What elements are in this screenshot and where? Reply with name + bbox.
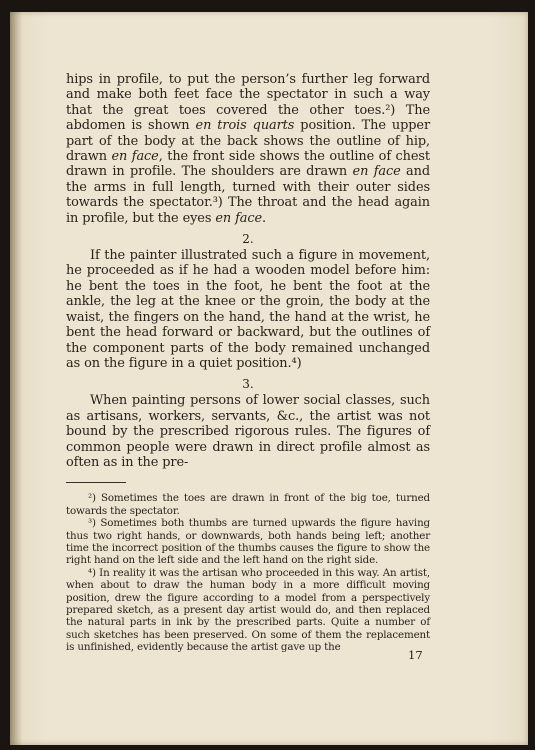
book-page [10, 12, 528, 745]
section-number-3: 3. [242, 377, 254, 392]
footnote-3: ³) Sometimes both thumbs are turned upwards the figure having thus two right hands, or downwards, both hands being left; another time the incorrect position of the thumbs causes the figure to show the right hand on the left side and the left hand on the right side. [66, 517, 430, 567]
page-number: 17 [408, 648, 423, 662]
section-number-2: 2. [242, 232, 254, 247]
footnote-4: ⁴) In reality it was the artisan who proceeded in this way. An artist, when about to draw the human body in a more difficult moving position, drew the figure according to a model from a perspectively prepared sketch, as a present day artist would do, and then replaced the natural parts in ink by the prescribed parts. Quite a number of such sketches has been preserved. On some of them the replacement is unfinished, evidently because the artist gave up the [66, 566, 430, 654]
footnote-2: ²) Sometimes the toes are drawn in front of the big toe, turned towards the spectator. [66, 492, 430, 517]
paragraph-2: If the painter illustrated such a figure in movement, he proceeded as if he had a wooden model before him: he bent the toes in the foot, he bent the foot at the ankle, the leg at the knee or the groin, the body at the waist, the fingers on the hand, the hand at the wrist, he bent the head forward or backward, but the outlines of the component parts of the body remained unchanged as on the figure in a quiet position.⁴) [66, 248, 430, 371]
spine-shadow [10, 12, 22, 745]
paragraph-1: hips in profile, to put the person’s further leg forward and make both feet face the spectator in such a way that the great toes covered the other toes.²) The abdomen is shown en trois quarts position. The upper part of the body at the back shows the outline of hip, drawn en face, the front side shows the outline of chest drawn in profile. The shoulders are drawn en face and the arms in full length, turned with their outer sides towards the spectator.³) The throat and the head again in profile, but the eyes en face. [66, 72, 431, 226]
paragraph-3: When painting persons of lower social classes, such as artisans, workers, servants, &c., the artist was not bound by the prescribed rigorous rules. The figures of common people were drawn in direct profile almost as often as in the pre- [66, 393, 430, 470]
footnote-rule [66, 482, 126, 483]
text-block [66, 72, 430, 654]
